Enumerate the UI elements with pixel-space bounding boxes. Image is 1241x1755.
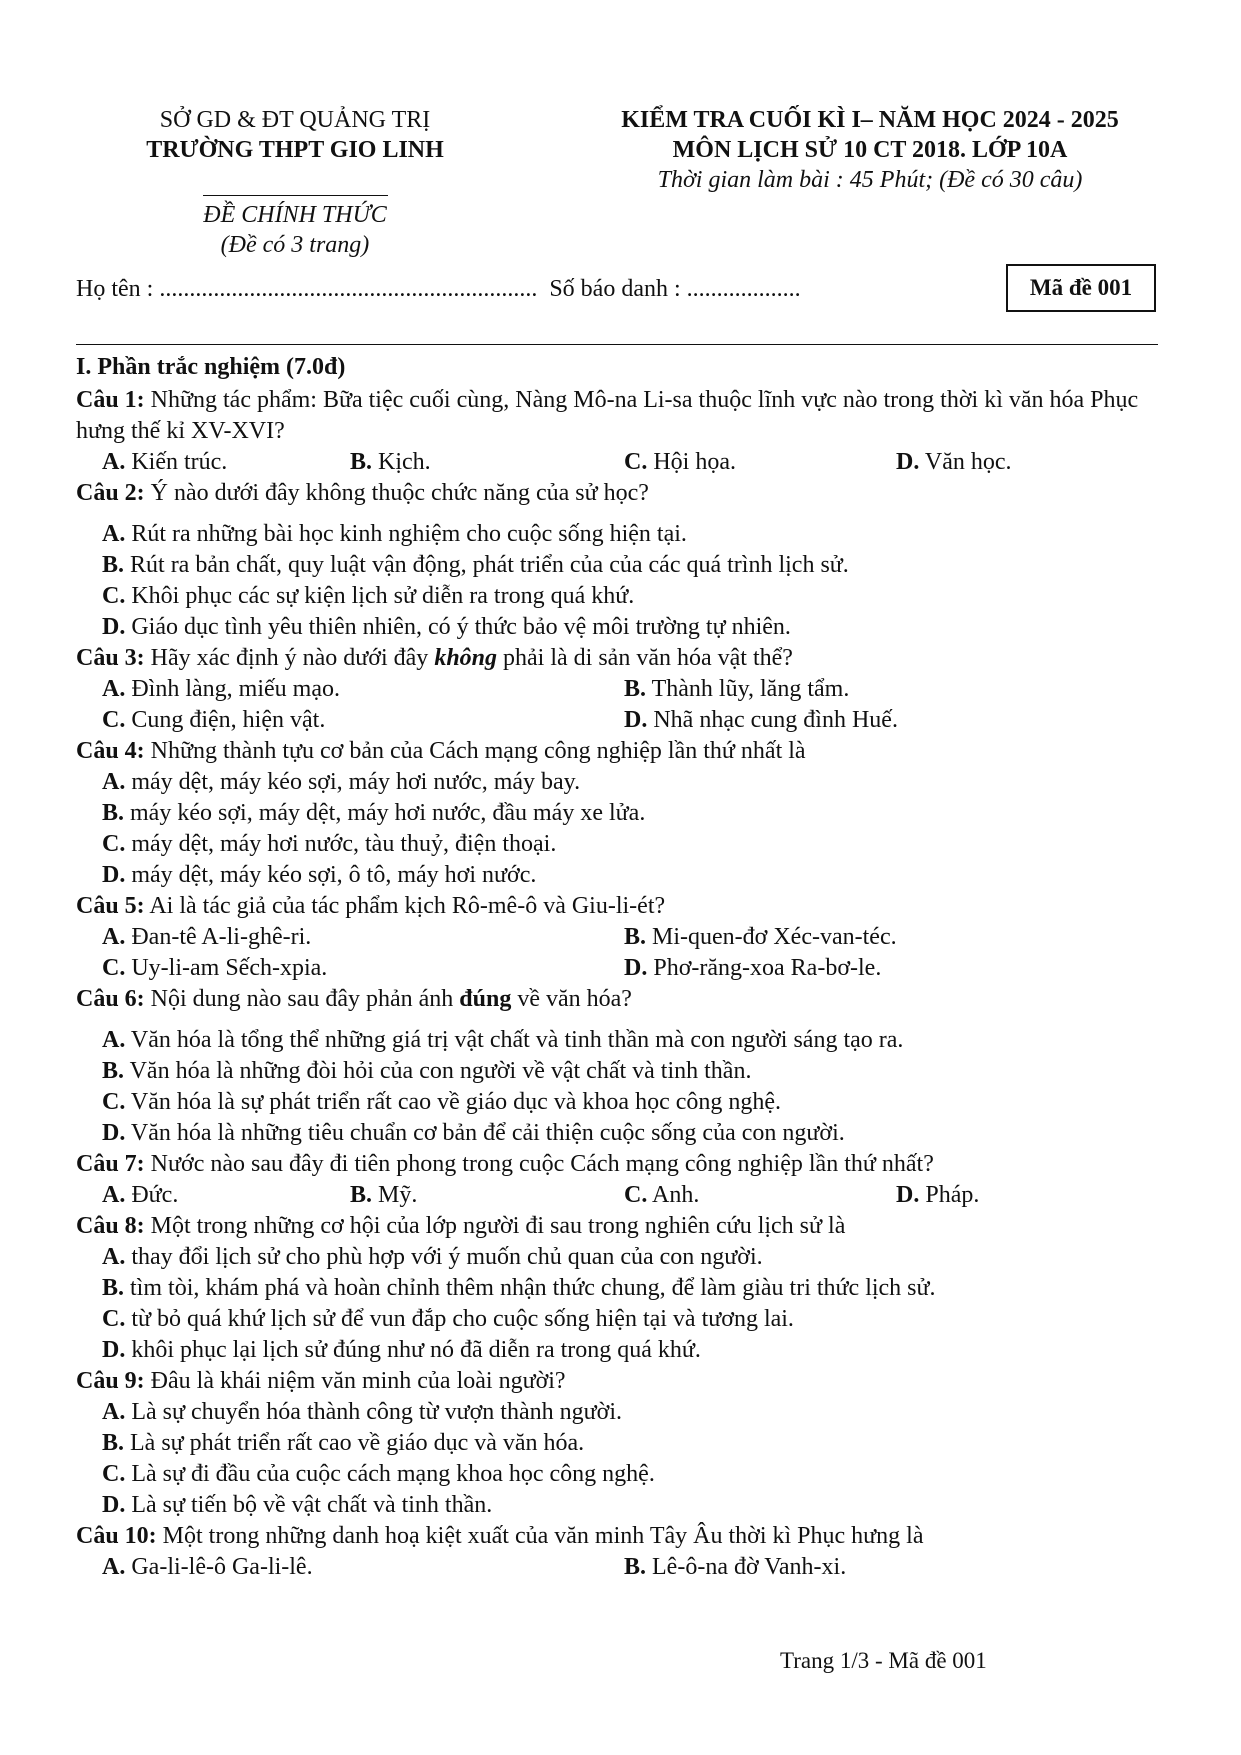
option-letter: D. xyxy=(102,614,126,640)
option-text: Anh. xyxy=(647,1182,700,1208)
options-row xyxy=(76,705,1166,736)
option-letter: D. xyxy=(102,1120,126,1146)
option-text: máy dệt, máy kéo sợi, máy hơi nước, máy bay. xyxy=(125,769,581,795)
subject-title: MÔN LỊCH SỬ 10 CT 2018. LỚP 10A xyxy=(672,137,1068,163)
option xyxy=(76,767,1166,798)
option xyxy=(102,953,624,984)
option-letter: C. xyxy=(102,955,126,981)
question-text: phải là di sản văn hóa vật thể? xyxy=(497,645,793,671)
question-text: Một trong những cơ hội của lớp người đi sau trong nghiên cứu lịch sử là xyxy=(144,1213,846,1239)
header-underline xyxy=(203,195,388,196)
question-text: Nước nào sau đây đi tiên phong trong cuộc Cách mạng công nghiệp lần thứ nhất? xyxy=(144,1151,934,1177)
name-field: Họ tên : ............................................................... xyxy=(76,276,538,302)
option-letter: D. xyxy=(102,862,126,888)
options-row xyxy=(76,447,1166,478)
option xyxy=(76,1242,1166,1273)
question-text: Đâu là khái niệm văn minh của loài người? xyxy=(144,1368,566,1394)
option xyxy=(624,953,1146,984)
option-letter: B. xyxy=(102,552,125,578)
option xyxy=(76,1397,1166,1428)
option xyxy=(76,1025,1166,1056)
options-row xyxy=(76,1552,1166,1583)
question-10 xyxy=(76,1521,1166,1552)
option-text: máy dệt, máy hơi nước, tàu thuỷ, điện thoại. xyxy=(125,831,557,857)
section-title: I. Phần trắc nghiệm (7.0đ) xyxy=(76,354,346,380)
option-text: máy kéo sợi, máy dệt, máy hơi nước, đầu máy xe lửa. xyxy=(124,800,646,826)
option-text: máy dệt, máy kéo sợi, ô tô, máy hơi nước. xyxy=(125,862,537,888)
option-text: Khôi phục các sự kiện lịch sử diễn ra trong quá khứ. xyxy=(125,583,635,609)
option-text: Nhã nhạc cung đình Huế. xyxy=(647,707,898,733)
option-text: thay đổi lịch sử cho phù hợp với ý muốn chủ quan của con người. xyxy=(125,1244,763,1270)
options-row xyxy=(76,922,1166,953)
exam-code-box: Mã đề 001 xyxy=(1006,264,1156,312)
option xyxy=(102,447,350,478)
question-text: Một trong những danh hoạ kiệt xuất của văn minh Tây Âu thời kì Phục hưng là xyxy=(156,1523,924,1549)
exam-title: KIỂM TRA CUỐI KÌ I– NĂM HỌC 2024 - 2025 xyxy=(621,107,1119,133)
option-text: Văn hóa là sự phát triển rất cao về giáo dục và khoa học công nghệ. xyxy=(125,1089,782,1115)
option-letter: D. xyxy=(102,1337,126,1363)
header-left xyxy=(100,105,490,260)
option-letter: A. xyxy=(102,1554,126,1580)
option-letter: D. xyxy=(102,1492,126,1518)
option xyxy=(76,860,1166,891)
option xyxy=(102,922,624,953)
option-text: Hội họa. xyxy=(647,449,736,475)
option-text: Là sự đi đầu của cuộc cách mạng khoa học công nghệ. xyxy=(125,1461,655,1487)
option xyxy=(624,1552,1146,1583)
option-letter: A. xyxy=(102,924,126,950)
option xyxy=(624,922,1146,953)
option-text: Văn hóa là tổng thể những giá trị vật chất và tinh thần mà con người sáng tạo ra. xyxy=(125,1027,904,1053)
option xyxy=(76,798,1166,829)
option-text: Kịch. xyxy=(372,449,431,475)
school-name: TRƯỜNG THPT GIO LINH xyxy=(146,137,444,163)
question-number: Câu 8: xyxy=(76,1213,145,1239)
option-text: Văn học. xyxy=(919,449,1012,475)
option xyxy=(102,674,624,705)
question-text: Những tác phẩm: Bữa tiệc cuối cùng, Nàng Mô-na Li-sa thuộc lĩnh vực nào trong thời kì văn hóa Phục hưng thế kỉ XV-XVI? xyxy=(76,387,1139,444)
option-letter: C. xyxy=(102,831,126,857)
question-2 xyxy=(76,478,1166,509)
question-text: Ai là tác giả của tác phẩm kịch Rô-mê-ô và Giu-li-ét? xyxy=(144,893,666,919)
option-letter: B. xyxy=(624,924,647,950)
option-letter: C. xyxy=(102,1089,126,1115)
option xyxy=(76,1428,1166,1459)
option-letter: A. xyxy=(102,449,126,475)
option xyxy=(624,447,896,478)
option xyxy=(624,1180,896,1211)
page-count-note: (Đề có 3 trang) xyxy=(220,232,370,258)
options-row xyxy=(76,674,1166,705)
option xyxy=(624,705,1146,736)
option-letter: B. xyxy=(102,1275,125,1301)
header-right xyxy=(560,105,1180,195)
option-text: Rút ra bản chất, quy luật vận động, phát triển của của các quá trình lịch sử. xyxy=(124,552,849,578)
question-number: Câu 2: xyxy=(76,480,145,506)
option-text: Pháp. xyxy=(919,1182,980,1208)
option xyxy=(350,447,624,478)
option xyxy=(76,1056,1166,1087)
option xyxy=(76,550,1166,581)
option-letter: B. xyxy=(102,1058,125,1084)
option-text: Mỹ. xyxy=(372,1182,418,1208)
option-text: Uy-li-am Sếch-xpia. xyxy=(125,955,328,981)
option xyxy=(76,612,1166,643)
option-text: Là sự tiến bộ về vật chất và tinh thần. xyxy=(125,1492,493,1518)
option-text: Thành lũy, lăng tẩm. xyxy=(646,676,850,702)
header-divider xyxy=(76,344,1158,345)
option-text: Đức. xyxy=(125,1182,179,1208)
option-text: Lê-ô-na đờ Vanh-xi. xyxy=(646,1554,847,1580)
page-footer: Trang 1/3 - Mã đề 001 xyxy=(780,1648,987,1673)
option-text: Đình làng, miếu mạo. xyxy=(125,676,340,702)
question-6 xyxy=(76,984,1166,1015)
option-letter: C. xyxy=(624,449,648,475)
question-9 xyxy=(76,1366,1166,1397)
option-text: từ bỏ quá khứ lịch sử để vun đắp cho cuộc sống hiện tại và tương lai. xyxy=(125,1306,794,1332)
option-letter: C. xyxy=(102,583,126,609)
option-letter: D. xyxy=(624,707,648,733)
option-letter: A. xyxy=(102,676,126,702)
question-number: Câu 7: xyxy=(76,1151,145,1177)
options-row xyxy=(76,1180,1166,1211)
option-text: Văn hóa là những tiêu chuẩn cơ bản để cải thiện cuộc sống của con người. xyxy=(125,1120,845,1146)
question-3 xyxy=(76,643,1166,674)
option-letter: B. xyxy=(350,449,373,475)
option-letter: A. xyxy=(102,1399,126,1425)
option-letter: A. xyxy=(102,1027,126,1053)
option xyxy=(76,1273,1166,1304)
option-letter: A. xyxy=(102,1244,126,1270)
question-8 xyxy=(76,1211,1166,1242)
department-name: SỞ GD & ĐT QUẢNG TRỊ xyxy=(159,107,431,133)
option-letter: D. xyxy=(896,1182,920,1208)
option xyxy=(350,1180,624,1211)
question-text: Hãy xác định ý nào dưới đây xyxy=(144,645,435,671)
option-letter: C. xyxy=(102,707,126,733)
option xyxy=(76,1459,1166,1490)
option-text: Là sự phát triển rất cao về giáo dục và văn hóa. xyxy=(124,1430,585,1456)
question-emphasis: đúng xyxy=(459,986,512,1012)
question-number: Câu 3: xyxy=(76,645,145,671)
question-emphasis: không xyxy=(434,645,498,671)
question-number: Câu 10: xyxy=(76,1523,157,1549)
option-letter: B. xyxy=(350,1182,373,1208)
option xyxy=(76,1118,1166,1149)
option xyxy=(624,674,1146,705)
option-text: Văn hóa là những đòi hỏi của con người về vật chất và tinh thần. xyxy=(124,1058,752,1084)
option-text: Rút ra những bài học kinh nghiệm cho cuộc sống hiện tại. xyxy=(125,521,687,547)
option-text: Giáo dục tình yêu thiên nhiên, có ý thức bảo vệ môi trường tự nhiên. xyxy=(125,614,791,640)
option xyxy=(76,1335,1166,1366)
option-text: Là sự chuyển hóa thành công từ vượn thành người. xyxy=(125,1399,622,1425)
candidate-number-field: Số báo danh : ................... xyxy=(549,276,801,302)
option-letter: B. xyxy=(624,1554,647,1580)
option xyxy=(76,519,1166,550)
option-letter: A. xyxy=(102,521,126,547)
student-info xyxy=(76,276,807,303)
question-number: Câu 6: xyxy=(76,986,145,1012)
question-number: Câu 1: xyxy=(76,387,145,413)
option xyxy=(76,1490,1166,1521)
question-5 xyxy=(76,891,1166,922)
option-letter: A. xyxy=(102,769,126,795)
option-letter: B. xyxy=(624,676,647,702)
option-text: Cung điện, hiện vật. xyxy=(125,707,326,733)
option-text: Mi-quen-đơ Xéc-van-téc. xyxy=(646,924,897,950)
option xyxy=(76,1087,1166,1118)
option xyxy=(76,581,1166,612)
option-letter: B. xyxy=(102,800,125,826)
option xyxy=(102,1552,624,1583)
question-text: về văn hóa? xyxy=(511,986,632,1012)
question-4 xyxy=(76,736,1166,767)
option-text: Phơ-răng-xoa Ra-bơ-le. xyxy=(647,955,882,981)
option-letter: C. xyxy=(102,1461,126,1487)
option xyxy=(76,829,1166,860)
question-number: Câu 5: xyxy=(76,893,145,919)
option-text: Ga-li-lê-ô Ga-li-lê. xyxy=(125,1554,313,1580)
options-row xyxy=(76,953,1166,984)
option-text: khôi phục lại lịch sử đúng như nó đã diễn ra trong quá khứ. xyxy=(125,1337,701,1363)
question-text: Ý nào dưới đây không thuộc chức năng của sử học? xyxy=(144,480,649,506)
option-text: tìm tòi, khám phá và hoàn chỉnh thêm nhận thức chung, để làm giàu tri thức lịch sử. xyxy=(124,1275,936,1301)
question-1 xyxy=(76,385,1166,447)
option xyxy=(896,447,1012,478)
option xyxy=(102,1180,350,1211)
question-text: Nội dung nào sau đây phản ánh xyxy=(144,986,460,1012)
option-letter: B. xyxy=(102,1430,125,1456)
option xyxy=(102,705,624,736)
official-label: ĐỀ CHÍNH THỨC xyxy=(203,202,387,228)
option-letter: D. xyxy=(896,449,920,475)
option-letter: C. xyxy=(102,1306,126,1332)
question-number: Câu 9: xyxy=(76,1368,145,1394)
question-text: Những thành tựu cơ bản của Cách mạng công nghiệp lần thứ nhất là xyxy=(144,738,806,764)
question-number: Câu 4: xyxy=(76,738,145,764)
option-text: Đan-tê A-li-ghê-ri. xyxy=(125,924,312,950)
option-text: Kiến trúc. xyxy=(125,449,228,475)
question-7 xyxy=(76,1149,1166,1180)
time-note: Thời gian làm bài : 45 Phút; (Đề có 30 câu) xyxy=(657,167,1083,193)
option-letter: C. xyxy=(624,1182,648,1208)
option xyxy=(76,1304,1166,1335)
option-letter: D. xyxy=(624,955,648,981)
option-letter: A. xyxy=(102,1182,126,1208)
option xyxy=(896,1180,979,1211)
exam-content xyxy=(76,352,1166,1583)
